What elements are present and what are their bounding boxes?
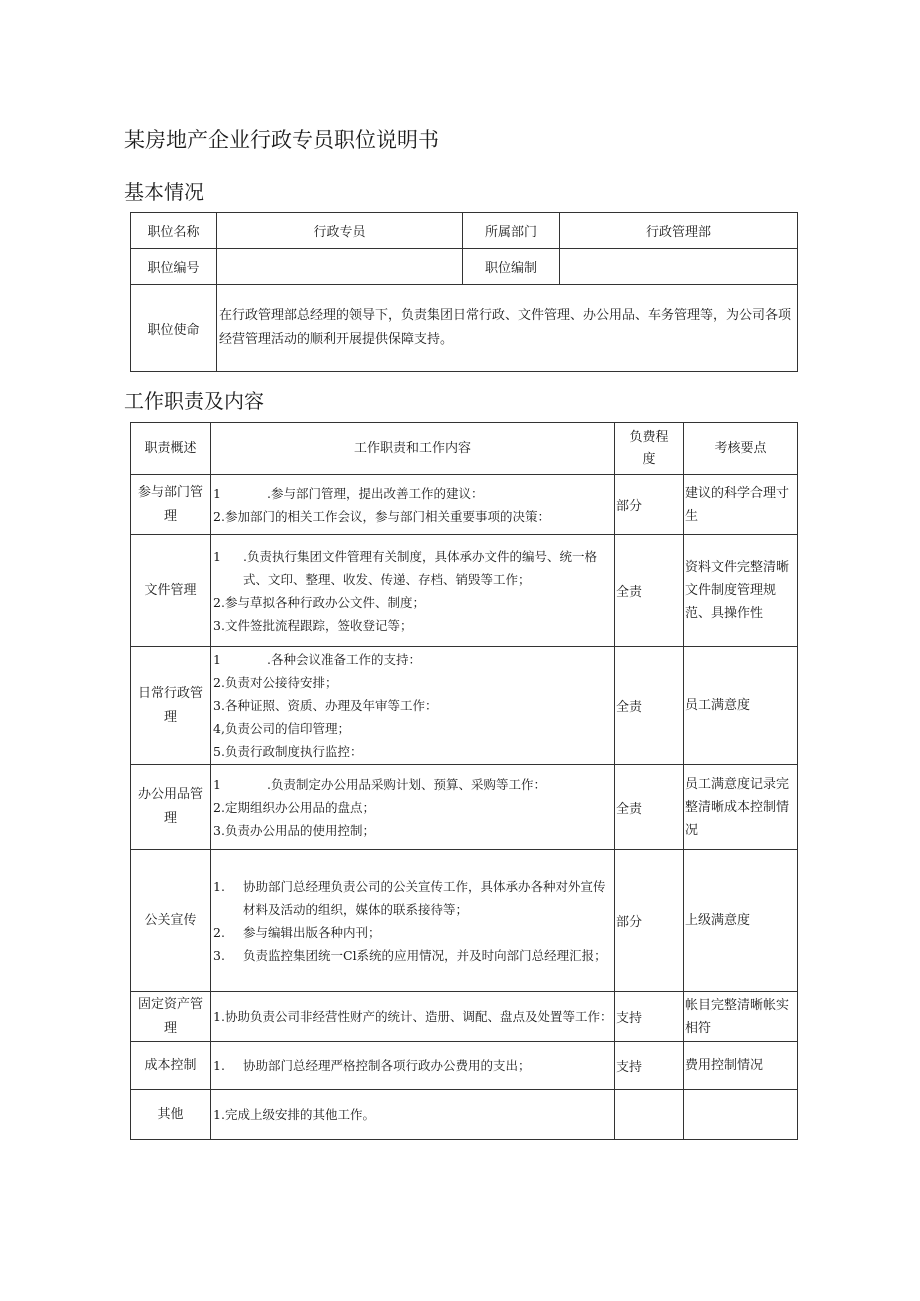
header-content: 工作职责和工作内容 <box>211 423 615 475</box>
header-category: 职责概述 <box>131 423 211 475</box>
duty-kpi: 员工满意度 <box>684 647 798 765</box>
duty-items <box>211 535 615 647</box>
list-item: 2. 参与草拟各种行政办公文件、制度； <box>213 594 425 610</box>
mission-value: 在行政管理部总经理的领导下，负责集团日常行政、文件管理、办公用品、车务管理等，为公司各项经营管理活动的顺利开展提供保障支持。 <box>217 285 798 372</box>
table-row <box>131 1042 798 1090</box>
section-heading-basic: 基本情况 <box>124 180 204 204</box>
duty-kpi: 上级满意度 <box>684 850 798 992</box>
duties-header-row <box>131 423 798 475</box>
list-item: 3. 文件签批流程跟踪，签收登记等； <box>213 617 413 633</box>
table-row <box>131 535 798 647</box>
duties-table <box>130 422 798 1140</box>
department-label: 所属部门 <box>463 213 560 249</box>
duty-category: 日常行政管理 <box>131 647 211 765</box>
table-row <box>131 1090 798 1140</box>
position-name-label: 职位名称 <box>131 213 217 249</box>
list-item: 3. 负责办公用品的使用控制； <box>213 822 375 838</box>
position-code-value <box>217 249 463 285</box>
list-item: 5. 负责行政制度执行监控： <box>213 744 363 759</box>
list-item: 1 .负责执行集团文件管理有关制度，具体承办文件的编号、统一格式、文印、整理、收发、传递、存档、销毁等工作； <box>213 548 597 587</box>
duty-kpi: 帐目完整清晰帐实相符 <box>684 992 798 1042</box>
list-item: 3. 各种证照、资质、办理及年审等工作： <box>213 698 438 713</box>
position-name-value: 行政专员 <box>217 213 463 249</box>
table-row <box>131 647 798 765</box>
duty-degree: 部分 <box>615 475 684 535</box>
list-item: 1 .参与部门管理，提出改善工作的建议： <box>213 485 484 501</box>
document-title: 某房地产企业行政专员职位说明书 <box>124 128 439 152</box>
header-kpi: 考核要点 <box>684 423 798 475</box>
list-item: 1 .负责制定办公用品采购计划、预算、采购等工作： <box>213 776 546 792</box>
list-item: 2. 负责对公接待安排； <box>213 675 338 690</box>
duty-kpi: 费用控制情况 <box>684 1042 798 1090</box>
list-item: 1. 协助负责公司非经营性财产的统计、造册、调配、盘点及处置等工作： <box>213 1009 613 1024</box>
headcount-label: 职位编制 <box>463 249 560 285</box>
duty-degree <box>615 1090 684 1140</box>
mission-label: 职位使命 <box>131 285 217 372</box>
position-code-label: 职位编号 <box>131 249 217 285</box>
duty-degree: 支持 <box>615 1042 684 1090</box>
duty-category: 固定资产管理 <box>131 992 211 1042</box>
duty-category: 其他 <box>131 1090 211 1140</box>
duty-items <box>211 475 615 535</box>
duty-category: 公关宣传 <box>131 850 211 992</box>
department-value: 行政管理部 <box>560 213 798 249</box>
duty-kpi <box>684 1090 798 1140</box>
list-item: 2. 参加部门的相关工作会议，参与部门相关重要事项的决策： <box>213 508 550 524</box>
duty-kpi: 资料文件完整清晰文件制度管理规范、具操作性 <box>684 535 798 647</box>
list-item: 2. 参与编辑出版各种内刊； <box>213 924 381 940</box>
duty-degree: 全责 <box>615 765 684 850</box>
duty-category: 成本控制 <box>131 1042 211 1090</box>
table-row <box>131 765 798 850</box>
list-item: 1. 完成上级安排的其他工作。 <box>213 1107 375 1122</box>
duty-items <box>211 992 615 1042</box>
duty-degree: 部分 <box>615 850 684 992</box>
duty-items <box>211 1090 615 1140</box>
table-row <box>131 992 798 1042</box>
duty-degree: 支持 <box>615 992 684 1042</box>
duty-degree: 全责 <box>615 647 684 765</box>
list-item: 1. 协助部门总经理负责公司的公关宣传工作，具体承办各种对外宣传材料及活动的组织，媒体的联系接待等； <box>213 878 606 917</box>
duty-category: 参与部门管理 <box>131 475 211 535</box>
duty-kpi: 员工满意度记录完整清晰成本控制情况 <box>684 765 798 850</box>
duty-degree: 全责 <box>615 535 684 647</box>
basic-info-table <box>130 212 798 372</box>
duty-category: 文件管理 <box>131 535 211 647</box>
duty-items <box>211 1042 615 1090</box>
list-item: 1. 协助部门总经理严格控制各项行政办公费用的支出； <box>213 1058 531 1073</box>
duty-items <box>211 647 615 765</box>
headcount-value <box>560 249 798 285</box>
duty-items <box>211 850 615 992</box>
duty-kpi: 建议的科学合理寸生 <box>684 475 798 535</box>
header-degree: 负费程度 <box>615 423 684 475</box>
section-heading-duties: 工作职责及内容 <box>124 389 264 413</box>
table-row <box>131 475 798 535</box>
list-item: 3. 负责监控集团统一Cl系统的应用情况，并及时向部门总经理汇报； <box>213 947 607 963</box>
list-item: 1 .各种会议准备工作的支持： <box>213 652 421 667</box>
table-row <box>131 850 798 992</box>
duty-category: 办公用品管理 <box>131 765 211 850</box>
list-item: 4, 负责公司的信印管理； <box>213 721 350 736</box>
duty-items <box>211 765 615 850</box>
list-item: 2. 定期组织办公用品的盘点； <box>213 799 375 815</box>
